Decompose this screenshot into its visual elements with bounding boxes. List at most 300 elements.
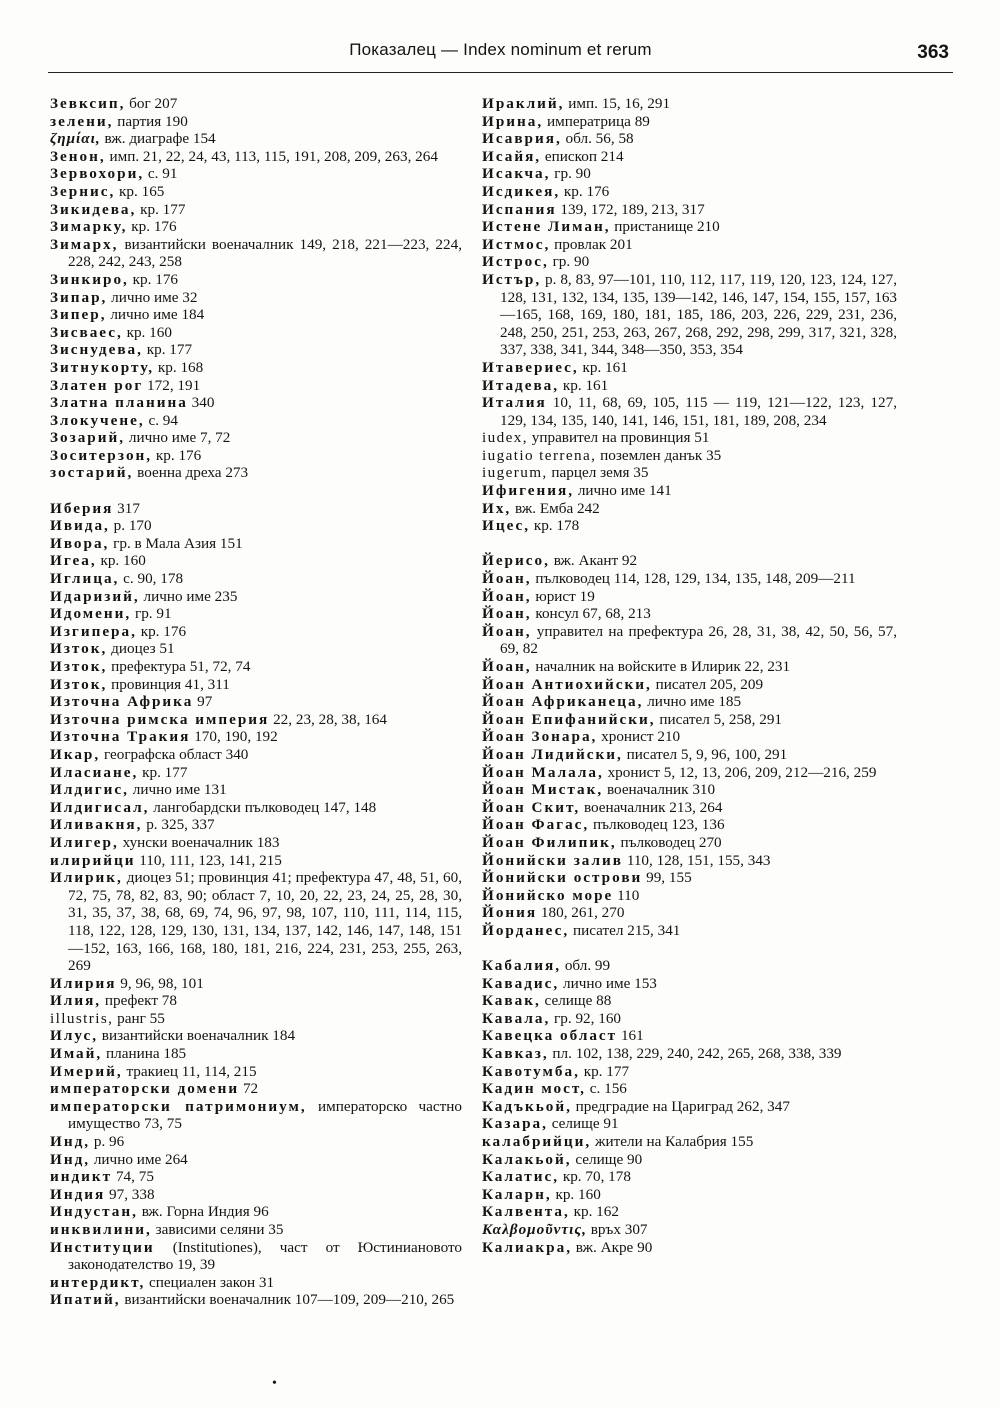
entry-headword: Καλβομοῦντις,	[482, 1221, 587, 1238]
entry-references: пристанище 210	[610, 218, 720, 236]
entry-headword: Итавериес,	[482, 358, 579, 376]
index-entry	[482, 605, 897, 623]
entry-references: лично име 153	[559, 974, 657, 992]
entry-references: гр. 92, 160	[550, 1009, 622, 1027]
entry-references: 74, 75	[112, 1168, 154, 1186]
entry-references: кр. 162	[569, 1203, 619, 1221]
entry-references: зависими селяни 35	[151, 1221, 284, 1238]
entry-references: лично име 141	[574, 482, 672, 500]
entry-references: византийски военачалник 107—109, 209—210, 265	[120, 1291, 455, 1309]
entry-references: пълководец 123, 136	[589, 816, 725, 834]
entry-headword: Зикидева,	[50, 200, 137, 218]
index-entry	[50, 799, 462, 817]
index-entry	[482, 429, 897, 447]
entry-headword: Изток,	[50, 675, 108, 693]
index-entry	[50, 869, 462, 975]
entry-headword: инквилини,	[50, 1221, 152, 1238]
entry-headword: Зипер,	[50, 306, 107, 324]
entry-headword: Иливакня,	[50, 816, 143, 834]
entry-references: 110, 128, 151, 155, 343	[623, 851, 771, 869]
index-entry	[482, 623, 897, 658]
index-entry	[50, 1045, 462, 1063]
index-entry	[482, 482, 897, 500]
entry-references: военачалник 310	[603, 781, 716, 799]
entry-headword: интердикт,	[50, 1273, 146, 1291]
entry-headword: Кадин мост,	[482, 1080, 586, 1098]
entry-references: вж. Горна Индия 96	[137, 1203, 269, 1221]
index-entry	[50, 95, 462, 113]
index-entry	[50, 341, 462, 359]
entry-headword: Исайя,	[482, 147, 542, 165]
index-entry	[50, 1063, 462, 1081]
entry-references: префект 78	[101, 992, 177, 1010]
entry-references: 161	[617, 1027, 644, 1045]
entry-headword: Илия,	[50, 992, 102, 1010]
entry-references: гр. 90	[550, 165, 591, 183]
index-entry	[482, 869, 897, 887]
index-entry	[50, 1186, 462, 1204]
index-entry	[482, 1098, 897, 1116]
index-entry	[482, 1151, 897, 1169]
entry-headword: Йоан,	[482, 658, 532, 675]
entry-references: 180, 261, 270	[537, 904, 625, 922]
entry-references: гр. в Мала Азия 151	[109, 534, 243, 552]
entry-headword: Исакча,	[482, 165, 551, 183]
index-entry	[50, 693, 462, 711]
entry-references: началник на войските в Илирик 22, 231	[531, 658, 791, 675]
index-entry	[50, 306, 462, 324]
index-entry	[50, 852, 462, 870]
index-entry	[482, 728, 897, 746]
entry-headword: Илдигис,	[50, 781, 129, 799]
entry-references: 110, 111, 123, 141, 215	[135, 851, 282, 869]
index-entry	[50, 535, 462, 553]
entry-headword: illustris,	[50, 1009, 114, 1027]
entry-headword: Истрос,	[482, 253, 549, 271]
index-entry	[50, 1168, 462, 1186]
index-entry	[482, 394, 897, 429]
entry-references: хунски военачалник 183	[118, 833, 280, 851]
entry-references: кр. 178	[530, 517, 580, 535]
entry-references: лично име 131	[128, 781, 227, 799]
index-entry	[50, 165, 462, 183]
page-number: 363	[917, 42, 949, 63]
entry-references: кр. 161	[578, 358, 628, 376]
entry-headword: iudex,	[482, 429, 528, 447]
index-entry	[50, 236, 462, 271]
entry-references: р. 96	[90, 1133, 125, 1151]
entry-references: р. 325, 337	[142, 816, 215, 834]
entry-references: кр. 176	[136, 622, 187, 640]
entry-headword: Иберия	[50, 499, 114, 517]
entry-references: кр. 160	[96, 552, 146, 570]
entry-headword: Йоан Африканеца,	[482, 693, 644, 711]
entry-references: планина 185	[102, 1045, 187, 1063]
entry-headword: Зимарку,	[50, 218, 128, 236]
index-entry	[482, 693, 897, 711]
entry-references: 172, 191	[143, 376, 201, 394]
index-entry	[50, 676, 462, 694]
index-entry	[482, 500, 897, 518]
entry-headword: Златен рог	[50, 376, 144, 394]
entry-headword: Злокучене,	[50, 411, 145, 429]
entry-headword: Игеа,	[50, 552, 97, 570]
entry-headword: Източна римска империя	[50, 710, 270, 728]
entry-headword: индикт	[50, 1168, 113, 1186]
entry-references: императрица 89	[543, 112, 650, 130]
entry-references: консул 67, 68, 213	[531, 605, 651, 623]
entry-references: кр. 176	[128, 270, 179, 288]
entry-headword: илирийци	[50, 851, 136, 869]
entry-references: лично име 185	[643, 693, 742, 711]
entry-headword: Йоан,	[482, 605, 532, 623]
index-entry	[50, 447, 462, 465]
entry-references: пълководец 270	[616, 833, 722, 851]
entry-references: византийски военачалник 149, 218, 221—223, 224, 228, 242, 243, 258	[68, 235, 462, 271]
index-entry	[482, 1063, 897, 1081]
entry-headword: калабрийци,	[482, 1133, 592, 1151]
entry-references: провлак 201	[550, 235, 633, 253]
entry-references: 139, 172, 189, 213, 317	[556, 200, 705, 218]
entry-references: имп. 15, 16, 291	[564, 95, 671, 112]
index-entry	[50, 412, 462, 430]
entry-references: юрист 19	[531, 587, 595, 605]
entry-references: лично име 235	[139, 587, 238, 605]
entry-references: 97, 338	[105, 1185, 155, 1203]
entry-headword: Истър,	[482, 270, 542, 288]
entry-references: 170, 190, 192	[190, 728, 278, 746]
entry-headword: Ивора,	[50, 534, 110, 552]
entry-references: лично име 264	[90, 1150, 188, 1168]
entry-references: диоцез 51; провинция 41; префектура 47, 48, 51, 60, 72, 75, 78, 82, 83, 90; област 7, 10, 20, 22, 23, 24, 25, 28, 30, 31, 35, 37, 38, 68, 69, 74, 96, 97, 98, 107, 110, 111, 114, 115, 118, 122, 128, 129, 130, 131, 134, 137, 142, 146, 147, 148, 151—152, 163, 166, 168, 180, 181, 216, 224, 231, 253, 255, 263, 269	[68, 869, 462, 975]
entry-headword: Йоан Скит,	[482, 798, 581, 816]
entry-references: с. 91	[144, 165, 178, 183]
index-entry	[482, 552, 897, 570]
entry-references: обл. 56, 58	[561, 130, 634, 148]
entry-references: императорско частно имущество 73, 75	[68, 1097, 462, 1133]
index-entry	[50, 816, 462, 834]
index-entry	[482, 570, 897, 588]
entry-references: р. 170	[109, 517, 152, 535]
entry-references: вж. Акант 92	[549, 552, 638, 570]
index-entry	[482, 922, 897, 940]
index-entry	[482, 1186, 897, 1204]
entry-headword: Каларн,	[482, 1185, 552, 1203]
entry-headword: Ивида,	[50, 517, 110, 535]
entry-references: поземлен данък 35	[596, 446, 722, 464]
index-entry	[482, 1221, 897, 1239]
index-entry	[482, 1045, 897, 1063]
entry-headword: Испания	[482, 200, 557, 218]
entry-headword: Йоан Мистак,	[482, 781, 604, 799]
entry-references: лично име 32	[107, 288, 198, 306]
index-entry	[482, 201, 897, 219]
entry-headword: Идомени,	[50, 605, 132, 623]
entry-references: 110	[613, 886, 640, 904]
index-entry	[482, 447, 897, 465]
entry-headword: Йонийски залив	[482, 851, 624, 869]
entry-headword: Кавецка област	[482, 1027, 618, 1045]
entry-headword: Изток,	[50, 658, 108, 675]
entry-headword: ζημίαι,	[50, 130, 101, 148]
entry-references: кр. 160	[551, 1185, 601, 1203]
entry-references: специален закон 31	[145, 1273, 275, 1291]
entry-references: пълководец 114, 128, 129, 134, 135, 148, 209—211	[531, 570, 856, 588]
entry-headword: Източна Африка	[50, 693, 194, 711]
entry-references: бог 207	[125, 95, 178, 112]
entry-references: селище 88	[540, 992, 612, 1010]
entry-references: имп. 21, 22, 24, 43, 113, 115, 191, 208, 209, 263, 264	[105, 147, 438, 165]
entry-headword: Кабалия,	[482, 957, 562, 975]
index-entry	[50, 623, 462, 641]
index-entry	[482, 1115, 897, 1133]
entry-headword: Йоан Фагас,	[482, 816, 590, 834]
entry-headword: Йоан Филипик,	[482, 833, 617, 851]
entry-references: кр. 176	[152, 446, 202, 464]
index-entry	[482, 183, 897, 201]
entry-references: 317	[113, 499, 140, 517]
entry-headword: Имерий,	[50, 1062, 123, 1080]
index-entry	[50, 464, 462, 482]
index-entry	[482, 658, 897, 676]
entry-headword: Калакьой,	[482, 1150, 572, 1168]
entry-headword: Казара,	[482, 1115, 548, 1133]
entry-headword: Зервохори,	[50, 165, 145, 183]
entry-headword: Зозарий,	[50, 429, 126, 447]
entry-headword: Кавала,	[482, 1009, 551, 1027]
entry-headword: Илдигисал,	[50, 798, 150, 816]
index-entry	[482, 1239, 897, 1257]
index-entry	[50, 992, 462, 1010]
entry-references: хронист 210	[597, 728, 681, 746]
index-entry	[482, 148, 897, 166]
entry-headword: Институции	[50, 1238, 155, 1256]
entry-references: кр. 168	[154, 358, 204, 376]
entry-headword: Индустан,	[50, 1203, 138, 1221]
entry-references: гр. 90	[548, 253, 590, 271]
entry-references: кр. 177	[136, 200, 186, 218]
entry-headword: Ипатий,	[50, 1291, 121, 1309]
index-entry	[50, 640, 462, 658]
entry-references: кр. 165	[115, 182, 165, 200]
entry-references: 97	[193, 693, 213, 711]
index-entry	[482, 588, 897, 606]
index-entry	[50, 834, 462, 852]
entry-references: пл. 102, 138, 229, 240, 242, 265, 268, 338, 339	[548, 1045, 842, 1063]
entry-references: писател 5, 9, 96, 100, 291	[622, 745, 788, 763]
index-entry	[50, 113, 462, 131]
entry-headword: Йоан Лидийски,	[482, 745, 623, 763]
entry-headword: Йоан Малала,	[482, 763, 604, 781]
index-entry	[482, 816, 897, 834]
index-entry	[482, 852, 897, 870]
entry-headword: Йоан Антиохийски,	[482, 675, 652, 693]
running-title: Показалец — Index nominum et rerum	[349, 40, 652, 59]
index-entry	[50, 517, 462, 535]
entry-headword: Зевксип,	[50, 95, 126, 112]
entry-references: кр. 160	[122, 323, 172, 341]
index-entry	[482, 359, 897, 377]
entry-references: византийски военачалник 184	[98, 1027, 296, 1045]
entry-headword: Йоан,	[482, 570, 532, 588]
index-entry	[50, 1027, 462, 1045]
entry-references: с. 90, 178	[119, 570, 184, 588]
index-entry	[50, 377, 462, 395]
entry-references: с. 94	[144, 411, 178, 429]
entry-headword: Изток,	[50, 640, 108, 658]
index-column-left	[50, 95, 462, 1309]
index-entry	[50, 728, 462, 746]
entry-references: с. 156	[585, 1080, 627, 1098]
entry-headword: Их,	[482, 499, 512, 517]
entry-headword: Иласиане,	[50, 763, 139, 781]
index-entry	[50, 394, 462, 412]
index-entry	[50, 429, 462, 447]
entry-headword: Зитнукорту,	[50, 358, 155, 376]
entry-references: кр. 176	[560, 182, 610, 200]
entry-headword: зостарий,	[50, 464, 134, 482]
entry-references: партия 190	[113, 112, 188, 130]
entry-headword: Йерисо,	[482, 552, 550, 570]
index-entry	[50, 1080, 462, 1098]
entry-references: кр. 70, 178	[559, 1168, 631, 1186]
entry-references: обл. 99	[561, 957, 611, 975]
entry-headword: Исаврия,	[482, 130, 562, 148]
entry-references: писател 5, 258, 291	[655, 710, 783, 728]
index-entry	[50, 1291, 462, 1309]
index-entry	[482, 464, 897, 482]
index-entry	[50, 570, 462, 588]
entry-references: 10, 11, 68, 69, 105, 115 — 119, 121—122, 123, 127, 129, 134, 135, 140, 141, 146, 151, 181, 189, 208, 234	[500, 394, 897, 429]
entry-references: парцел земя 35	[547, 464, 649, 482]
entry-references: селище 90	[571, 1150, 643, 1168]
entry-references: тракиец 11, 114, 215	[122, 1062, 257, 1080]
page-header	[48, 38, 953, 73]
index-entry	[50, 1010, 462, 1028]
entry-headword: Златна планина	[50, 394, 188, 412]
index-column-right	[482, 95, 897, 1256]
entry-references: вж. Акре 90	[572, 1238, 653, 1256]
entry-headword: Ирина,	[482, 112, 544, 130]
index-entry	[50, 183, 462, 201]
entry-references: кр. 161	[559, 376, 609, 394]
entry-headword: Зоситерзон,	[50, 446, 153, 464]
entry-headword: Истмос,	[482, 235, 551, 253]
index-entry	[482, 904, 897, 922]
entry-references: гр. 91	[131, 605, 172, 623]
entry-headword: Зимарх,	[50, 235, 119, 253]
entry-headword: императорски домени	[50, 1080, 240, 1098]
index-entry	[482, 95, 897, 113]
index-entry	[482, 799, 897, 817]
index-entry	[50, 1221, 462, 1239]
index-entry	[482, 834, 897, 852]
entry-references: вж. диаграфе 154	[100, 130, 216, 148]
entry-headword: Иглица,	[50, 570, 120, 588]
index-entry	[50, 1133, 462, 1151]
entry-headword: Калвента,	[482, 1203, 570, 1221]
index-entry	[482, 781, 897, 799]
entry-headword: Идаризий,	[50, 587, 140, 605]
index-entry	[482, 218, 897, 236]
entry-headword: Зенон,	[50, 147, 106, 165]
index-entry	[50, 500, 462, 518]
index-entry	[482, 676, 897, 694]
entry-headword: Зисваес,	[50, 323, 123, 341]
index-entry	[482, 746, 897, 764]
entry-headword: Кавотумба,	[482, 1062, 580, 1080]
entry-headword: Зинкиро,	[50, 270, 129, 288]
index-entry	[50, 975, 462, 993]
entry-references: географска област 340	[100, 745, 249, 763]
entry-headword: Исдикея,	[482, 182, 561, 200]
entry-references: епископ 214	[541, 147, 624, 165]
entry-references: писател 205, 209	[651, 675, 764, 693]
entry-references: 72	[239, 1080, 259, 1098]
index-entry	[482, 517, 897, 535]
entry-references: кр. 177	[579, 1062, 630, 1080]
entry-references: кр. 177	[142, 341, 193, 359]
entry-references: връх 307	[586, 1221, 648, 1238]
index-entry	[482, 165, 897, 183]
entry-headword: Имай,	[50, 1045, 103, 1063]
entry-headword: Изгипера,	[50, 622, 137, 640]
index-entry	[482, 113, 897, 131]
entry-headword: Йония	[482, 904, 538, 922]
entry-references: 99, 155	[642, 869, 692, 887]
entry-headword: Истене Лиман,	[482, 218, 611, 236]
entry-references: жители на Калабрия 155	[591, 1133, 754, 1151]
entry-references: префектура 51, 72, 74	[107, 658, 251, 675]
entry-headword: Йоан,	[482, 622, 532, 640]
index-entry	[482, 975, 897, 993]
index-entry	[482, 236, 897, 254]
index-entry	[482, 377, 897, 395]
entry-headword: Инд,	[50, 1133, 91, 1151]
index-entry	[50, 201, 462, 219]
index-entry	[50, 289, 462, 307]
entry-headword: Илигер,	[50, 833, 119, 851]
index-entry	[50, 1098, 462, 1133]
entry-references: 22, 23, 28, 38, 164	[269, 710, 387, 728]
index-entry	[50, 324, 462, 342]
entry-headword: Кавак,	[482, 992, 541, 1010]
entry-references: лангобардски пълководец 147, 148	[149, 798, 377, 816]
entry-headword: Инд,	[50, 1150, 91, 1168]
index-entry	[50, 711, 462, 729]
index-entry	[50, 781, 462, 799]
entry-references: военачалник 213, 264	[580, 798, 723, 816]
index-entry	[50, 271, 462, 289]
entry-headword: императорски патримониум,	[50, 1097, 307, 1115]
entry-headword: Кадъкьой,	[482, 1097, 572, 1115]
entry-headword: Йоан,	[482, 587, 532, 605]
index-entry	[50, 148, 462, 166]
entry-headword: Йонийски острови	[482, 869, 643, 887]
entry-headword: Зиснудева,	[50, 341, 143, 359]
entry-references: управител на префектура 26, 28, 31, 38, 42, 50, 56, 57, 69, 82	[500, 622, 897, 658]
index-entry	[50, 764, 462, 782]
entry-references: селище 91	[547, 1115, 619, 1133]
index-entry	[482, 1027, 897, 1045]
index-entry	[482, 992, 897, 1010]
entry-headword: Илус,	[50, 1027, 98, 1045]
index-entry	[482, 1010, 897, 1028]
entry-references: провинция 41, 311	[107, 675, 230, 693]
entry-headword: Йорданес,	[482, 921, 570, 939]
entry-references: (Institutiones), част от Юстиниановото законодателство 19, 39	[68, 1238, 462, 1274]
index-entry	[50, 1239, 462, 1274]
